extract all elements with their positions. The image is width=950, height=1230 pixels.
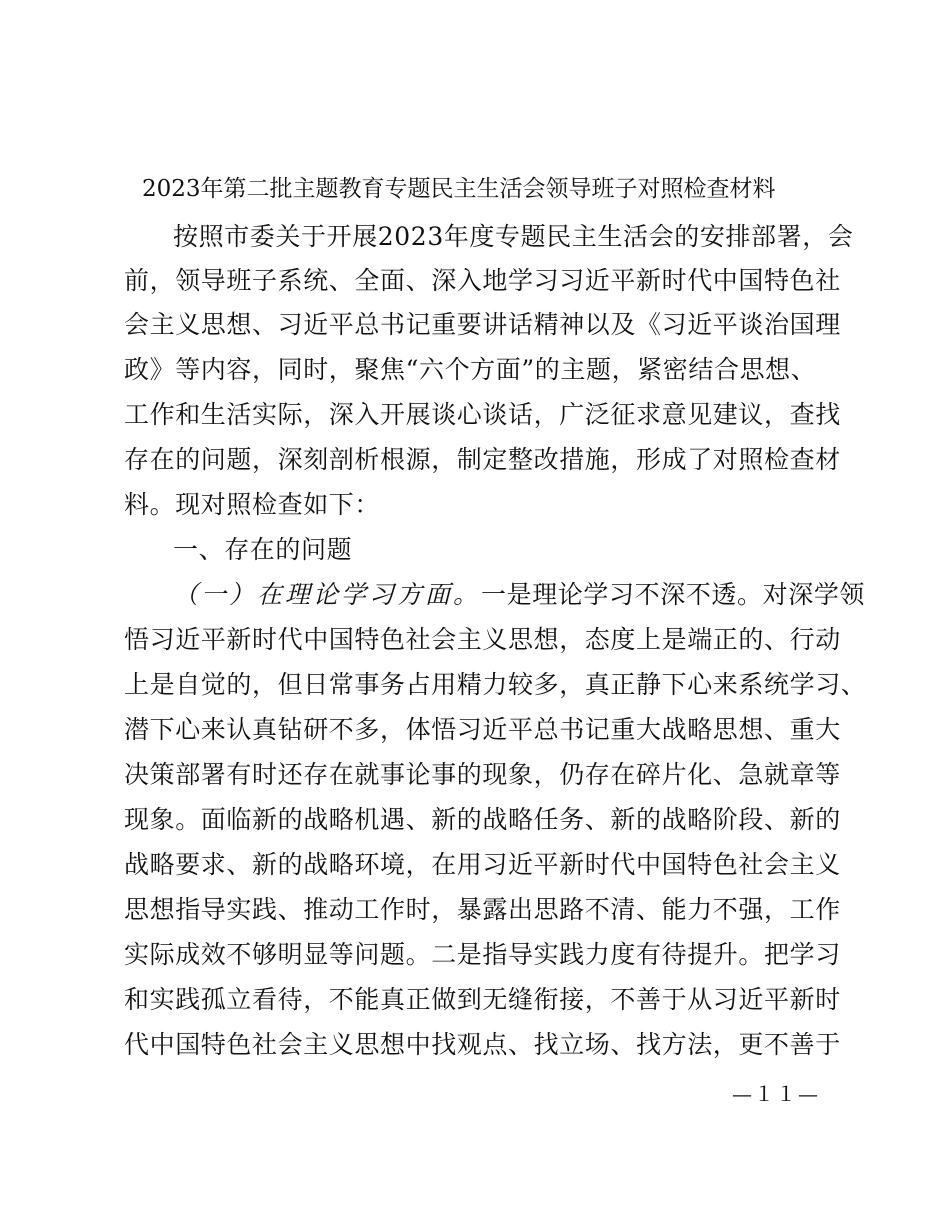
body-line-15: 战略要求、新的战略环境，在用习近平新时代中国特色社会主义 xyxy=(124,850,841,879)
body-line-5: 工作和生活实际，深入开展谈心谈话，广泛征求意见建议，查找 xyxy=(124,400,841,429)
body-line-19: 代中国特色社会主义思想中找观点、找立场、找方法，更不善于 xyxy=(124,1030,841,1059)
subsection-line xyxy=(173,578,865,612)
body-line-14: 现象。面临新的战略机遇、新的战略任务、新的战略阶段、新的 xyxy=(124,805,841,834)
body-line-11: 上是自觉的，但日常事务占用精力较多，真正静下心来系统学习、 xyxy=(124,670,867,699)
section-heading: 一、存在的问题 xyxy=(173,535,353,564)
subsection-rest: 一是理论学习不深不透。对深学领 xyxy=(481,580,866,609)
subsection-heading: （一）在理论学习方面。 xyxy=(173,580,482,609)
body-line-17: 实际成效不够明显等问题。二是指导实践力度有待提升。把学习 xyxy=(124,940,841,969)
body-line-2: 前，领导班子系统、全面、深入地学习习近平新时代中国特色社 xyxy=(124,266,841,295)
page-number: —１１— xyxy=(732,1082,820,1106)
body-line-10: 悟习近平新时代中国特色社会主义思想，态度上是端正的、行动 xyxy=(124,625,841,654)
body-line-6: 存在的问题，深刻剖析根源，制定整改措施，形成了对照检查材 xyxy=(124,445,841,474)
document-title: 2023年第二批主题教育专题民主生活会领导班子对照检查材料 xyxy=(142,176,776,202)
body-line-16: 思想指导实践、推动工作时，暴露出思路不清、能力不强，工作 xyxy=(124,895,841,924)
body-line-13: 决策部署有时还存在就事论事的现象，仍存在碎片化、急就章等 xyxy=(124,760,841,789)
body-line-18: 和实践孤立看待，不能真正做到无缝衔接，不善于从习近平新时 xyxy=(124,985,841,1014)
body-line-3: 会主义思想、习近平总书记重要讲话精神以及《习近平谈治国理 xyxy=(124,310,841,339)
body-line-7: 料。现对照检查如下： xyxy=(124,490,381,519)
body-line-4: 政》等内容，同时，聚焦“六个方面”的主题，紧密结合思想、 xyxy=(124,355,817,384)
body-line-12: 潜下心来认真钻研不多，体悟习近平总书记重大战略思想、重大 xyxy=(124,715,841,744)
body-line-1: 按照市委关于开展2023年度专题民主生活会的安排部署，会 xyxy=(173,222,854,251)
